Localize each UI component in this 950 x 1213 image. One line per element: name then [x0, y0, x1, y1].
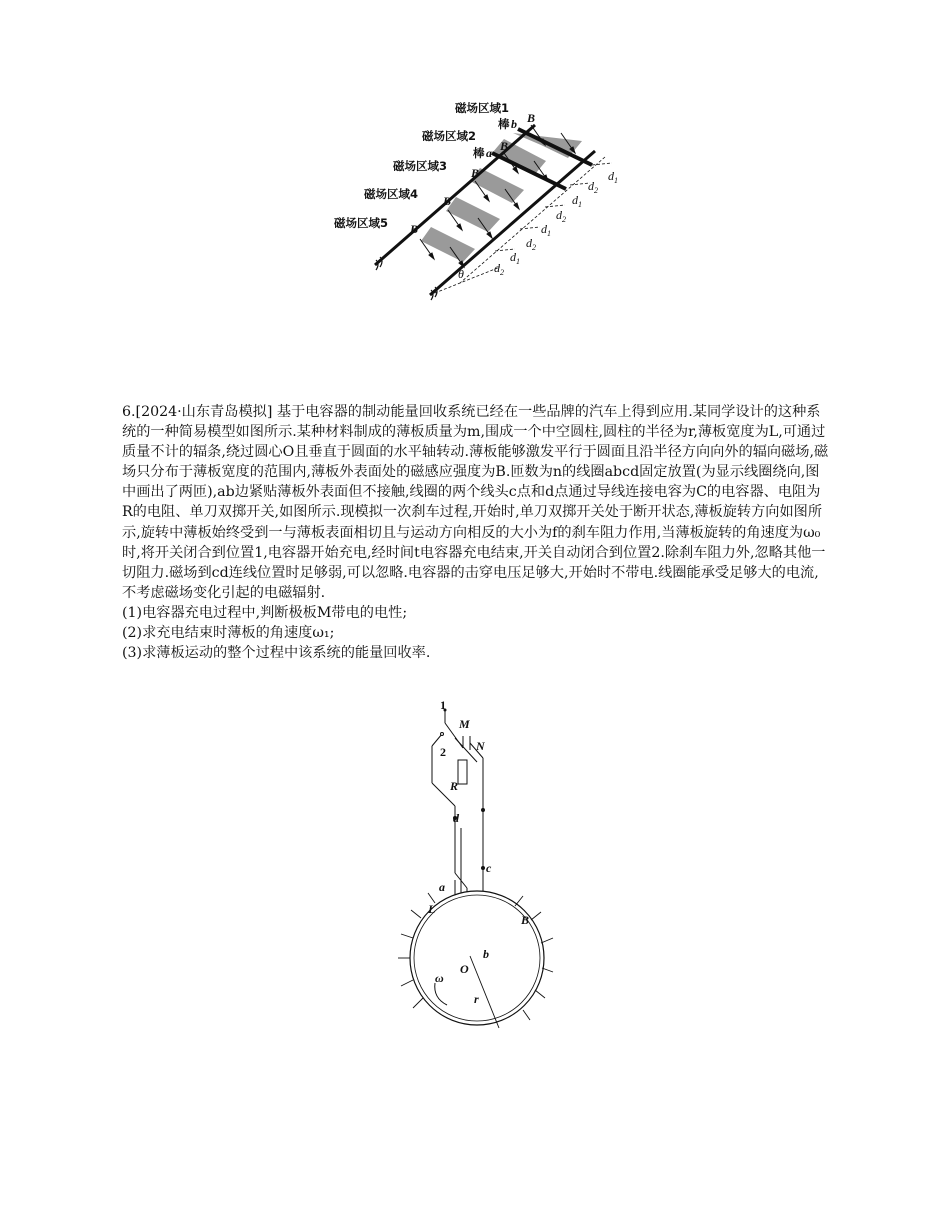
region-4-label: 磁场区域4: [364, 187, 419, 201]
svg-text:d2: $d_2$: [526, 236, 536, 252]
region-3-label: 磁场区域3: [393, 159, 448, 173]
plate-m-label: M: [459, 717, 470, 731]
width-l-label: L: [428, 902, 436, 916]
problem-statement: 6.[2024·山东青岛模拟] 基于电容器的制动能量回收系统已经在一些品牌的汽车上得到应用.某同学设计的这种系统的一种简易模型如图所示.某种材料制成的薄板质量为m,围成一个中空圆柱,圆柱的半径为r,薄板宽度为L,可通过质量不计的辐条,绕过圆心O且垂直于圆面的水平轴转动.薄板能够激发平行于圆面且沿半径方向向外的辐向磁场,磁场只分布于薄板宽度的范围内,薄板外表面处的磁感应强度为B.匝数为n的线圈abcd固定放置(为显示线圈绕向,图中画出了两匝),ab边紧贴薄板外表面但不接触,线圈的两个线头c点和d点通过导线连接电容为C的电容器、电阻为R的电阻、单刀双掷开关,如图所示.现模拟一次刹车过程,开始时,单刀双掷开关处于断开状态,薄板旋转方向如图所示,旋转中薄板始终受到一与薄板表面相切且与运动方向相反的大小为f的刹车阻力作用,当薄板旋转的角速度为ω₀时,将开关闭合到位置1,电容器开始充电,经时间t电容器充电结束,开关自动闭合到位置2.除刹车阻力外,忽略其他一切阻力.磁场到cd连线位置时足够弱,可以忽略.电容器的击穿电压足够大,开始时不带电.线圈能承受足够大的电流,不考虑磁场变化引起的电磁辐射.: [122, 404, 829, 601]
svg-text:d2: $d_2$: [494, 261, 504, 277]
field-label: B: [410, 222, 419, 236]
switch-position-1: 1: [440, 698, 446, 712]
node-b-label: b: [483, 947, 489, 961]
rod-a-letter: a: [486, 146, 492, 160]
rod-b-letter: b: [511, 117, 517, 131]
rail-field-figure: [330, 95, 630, 310]
field-b-label: B: [521, 913, 530, 927]
field-label: B: [471, 166, 480, 180]
angle-theta: θ: [458, 267, 464, 281]
rod-a-label: 棒: [473, 146, 485, 160]
resistor-label: R: [450, 779, 459, 793]
field-label: B: [443, 194, 452, 208]
region-5-label: 磁场区域5: [334, 216, 389, 230]
svg-text:d2: $d_2$: [556, 208, 566, 224]
center-o-label: O: [460, 962, 469, 976]
plate-n-label: N: [476, 739, 485, 753]
svg-text:d2: $d_2$: [588, 179, 598, 195]
coil-circuit-figure: [395, 698, 555, 1038]
question-3: (3)求薄板运动的整个过程中该系统的能量回收率.: [122, 645, 431, 662]
problem-block: [122, 402, 830, 663]
question-1: (1)电容器充电过程中,判断极板M带电的电性;: [122, 604, 408, 621]
switch-position-2: 2: [440, 745, 446, 759]
rod-b-label: 棒: [498, 117, 510, 131]
omega-label: ω: [435, 971, 444, 985]
region-1-label: 磁场区域1: [455, 101, 510, 115]
svg-text:d1: $d_1$: [510, 250, 520, 266]
right-rail: [430, 151, 595, 295]
node-a-label: a: [439, 880, 445, 894]
question-2: (2)求充电结束时薄板的角速度ω₁;: [122, 625, 335, 642]
svg-text:d1: $d_1$: [572, 193, 582, 209]
radius-r-label: r: [474, 992, 479, 1006]
region-2-label: 磁场区域2: [422, 129, 477, 143]
resistor-icon: [458, 760, 467, 784]
field-label: B: [527, 111, 536, 125]
node-d-label: d: [453, 811, 459, 825]
field-label: B: [500, 139, 509, 153]
svg-text:d1: $d_1$: [608, 169, 618, 185]
node-c-label: c: [486, 861, 492, 875]
svg-text:d1: $d_1$: [541, 222, 551, 238]
